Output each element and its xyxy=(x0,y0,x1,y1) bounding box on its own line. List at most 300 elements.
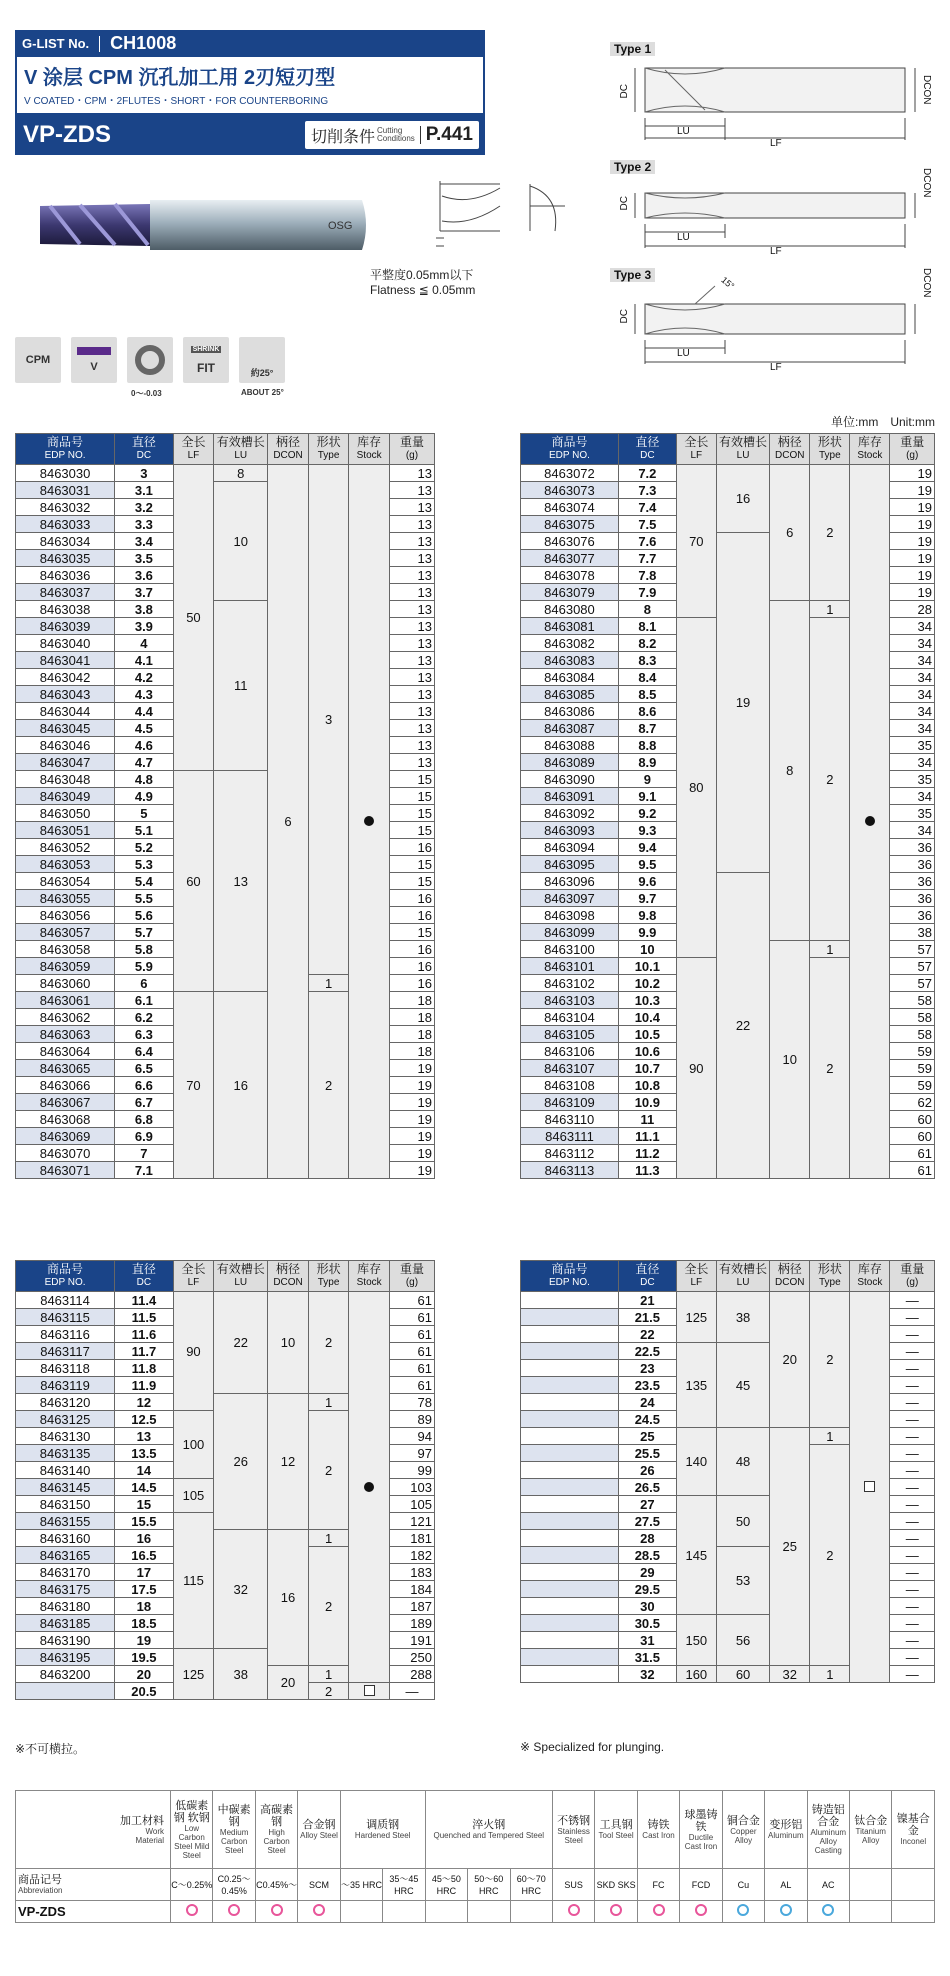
col-header-zh: 有效槽长 xyxy=(216,435,265,449)
edp-number: 8463170 xyxy=(16,1564,115,1581)
edp-number xyxy=(521,1615,619,1632)
edp-number: 8463094 xyxy=(521,839,619,856)
diameter: 6.9 xyxy=(115,1128,174,1145)
weight: 57 xyxy=(890,975,935,992)
lu-cell: 32 xyxy=(214,1530,268,1649)
diameter: 12 xyxy=(115,1394,174,1411)
weight: 181 xyxy=(389,1530,434,1547)
weight: 34 xyxy=(890,703,935,720)
diameter: 11 xyxy=(618,1111,676,1128)
edp-number: 8463200 xyxy=(16,1666,115,1683)
edp-number: 8463088 xyxy=(521,737,619,754)
edp-number: 8463081 xyxy=(521,618,619,635)
cutting-conditions-link[interactable] xyxy=(305,121,479,149)
diameter: 9.4 xyxy=(618,839,676,856)
diameter: 4.9 xyxy=(115,788,174,805)
col-header-zh: 有效槽长 xyxy=(719,1262,768,1276)
edp-number: 8463037 xyxy=(16,584,115,601)
col-header-zh: 全长 xyxy=(181,1262,206,1276)
col-header-zh: 全长 xyxy=(684,1262,709,1276)
diameter: 7.4 xyxy=(618,499,676,516)
edp-number xyxy=(521,1496,619,1513)
weight: 15 xyxy=(389,771,434,788)
dcon-cell: 16 xyxy=(268,1530,309,1666)
dc-label: DC xyxy=(619,84,630,99)
weight: — xyxy=(890,1547,935,1564)
diameter: 30.5 xyxy=(618,1615,676,1632)
col-header-zh: 形状 xyxy=(817,435,842,449)
diameter: 22.5 xyxy=(618,1343,676,1360)
dcon-cell: 20 xyxy=(268,1666,309,1700)
suitability-cell xyxy=(637,1901,679,1923)
col-header-lf xyxy=(676,1261,716,1292)
col-header-zh: 重量 xyxy=(399,435,424,449)
edp-number xyxy=(521,1598,619,1615)
edp-number: 8463056 xyxy=(16,907,115,924)
flatness-diagram xyxy=(430,176,580,266)
dcon-cell: 20 xyxy=(770,1292,810,1428)
suitability-cell xyxy=(340,1901,382,1923)
col-header-en: Stock xyxy=(857,450,883,461)
endmill-photo xyxy=(40,196,370,254)
weight: 18 xyxy=(389,1043,434,1060)
diameter: 20 xyxy=(115,1666,174,1683)
product-header xyxy=(15,30,485,158)
glist-bar xyxy=(15,30,485,57)
title-zh: V 涂层 CPM 沉孔加工用 2刃短刃型 xyxy=(24,67,336,89)
dcon-cell: 12 xyxy=(268,1394,309,1530)
material-zh: 淬火钢 xyxy=(472,1819,506,1831)
weight: 36 xyxy=(890,839,935,856)
recommended-circle-icon xyxy=(610,1904,622,1916)
diameter: 3.5 xyxy=(115,550,174,567)
model-name: VP-ZDS xyxy=(23,121,112,148)
edp-number: 8463101 xyxy=(521,958,619,975)
dcon-label: DCON xyxy=(921,268,932,298)
edp-number: 8463098 xyxy=(521,907,619,924)
weight: 18 xyxy=(389,1026,434,1043)
diameter: 25 xyxy=(618,1428,676,1445)
diameter: 3.8 xyxy=(115,601,174,618)
weight: 61 xyxy=(389,1292,434,1309)
col-header-zh: 形状 xyxy=(316,1262,341,1276)
type-label: Type 3 xyxy=(610,268,655,282)
col-header-type xyxy=(810,434,850,465)
type-cell: 1 xyxy=(308,1530,349,1547)
col-header-en: DCON xyxy=(775,450,805,461)
diameter: 29 xyxy=(618,1564,676,1581)
edp-number: 8463111 xyxy=(521,1128,619,1145)
type1-diagram xyxy=(605,40,950,150)
suitability-cell xyxy=(383,1901,425,1923)
material-sub: 45～50 HRC xyxy=(425,1869,467,1901)
lu-cell: 53 xyxy=(716,1547,769,1615)
edp-number: 8463073 xyxy=(521,482,619,499)
weight: — xyxy=(890,1513,935,1530)
weight: 13 xyxy=(389,550,434,567)
material-sub: C0.25～0.45% xyxy=(213,1869,255,1901)
model-bar xyxy=(15,115,485,155)
edp-number: 8463044 xyxy=(16,703,115,720)
diameter: 5.6 xyxy=(115,907,174,924)
edp-number: 8463064 xyxy=(16,1043,115,1060)
lf-cell: 125 xyxy=(173,1649,214,1700)
col-header-lu xyxy=(716,434,769,465)
weight: 19 xyxy=(389,1111,434,1128)
lu-label: LU xyxy=(677,232,690,243)
col-header-zh: 库存 xyxy=(357,435,382,449)
type-diagrams xyxy=(605,40,950,375)
diameter: 6.6 xyxy=(115,1077,174,1094)
col-header-en: (g) xyxy=(906,450,919,461)
edp-number: 8463075 xyxy=(521,516,619,533)
col-header-en: EDP NO. xyxy=(44,450,86,461)
glist-code: CH1008 xyxy=(110,33,177,53)
weight: 13 xyxy=(389,737,434,754)
diameter: 4.5 xyxy=(115,720,174,737)
col-header-edp xyxy=(16,1261,115,1292)
material-sub: FCD xyxy=(680,1869,722,1901)
diameter: 3.4 xyxy=(115,533,174,550)
weight: 13 xyxy=(389,601,434,618)
diameter: 6.7 xyxy=(115,1094,174,1111)
diameter: 4.3 xyxy=(115,686,174,703)
col-header-dcon xyxy=(770,434,810,465)
lf-cell: 140 xyxy=(676,1428,716,1496)
material-zh: 调质钢 xyxy=(366,1819,400,1831)
material-group xyxy=(680,1791,722,1869)
diameter: 13.5 xyxy=(115,1445,174,1462)
material-zh: 铸造铝合金 xyxy=(811,1804,845,1828)
weight: 105 xyxy=(389,1496,434,1513)
material-group xyxy=(425,1791,552,1869)
diameter: 19 xyxy=(115,1632,174,1649)
abbr-zh: 商品记号 xyxy=(18,1874,62,1886)
diameter: 9.3 xyxy=(618,822,676,839)
dcon-cell: 10 xyxy=(770,941,810,1179)
weight: 19 xyxy=(389,1128,434,1145)
recommended-circle-icon xyxy=(653,1904,665,1916)
weight: 19 xyxy=(890,533,935,550)
lu-cell: 56 xyxy=(716,1615,769,1666)
edp-number: 8463080 xyxy=(521,601,619,618)
weight: 58 xyxy=(890,1026,935,1043)
material-sub: SKD SKS xyxy=(595,1869,637,1901)
weight: 34 xyxy=(890,754,935,771)
col-header-w xyxy=(389,434,434,465)
material-group xyxy=(340,1791,425,1869)
col-header-zh: 形状 xyxy=(316,435,341,449)
edp-number: 8463052 xyxy=(16,839,115,856)
col-header-zh: 全长 xyxy=(181,435,206,449)
edp-number: 8463140 xyxy=(16,1462,115,1479)
col-header-zh: 库存 xyxy=(857,435,882,449)
material-group xyxy=(298,1791,340,1869)
edp-number: 8463060 xyxy=(16,975,115,992)
edp-number xyxy=(521,1632,619,1649)
type-cell: 1 xyxy=(308,1666,349,1683)
weight: 34 xyxy=(890,788,935,805)
weight: 34 xyxy=(890,686,935,703)
material-zh: 铜合金 xyxy=(726,1814,760,1827)
weight: 13 xyxy=(389,703,434,720)
diameter: 6.4 xyxy=(115,1043,174,1060)
weight: 35 xyxy=(890,805,935,822)
dcon-cell: 8 xyxy=(770,601,810,941)
diameter: 26.5 xyxy=(618,1479,676,1496)
weight: 13 xyxy=(389,465,434,482)
material-en: Titanium Alloy xyxy=(855,1826,886,1845)
edp-number: 8463097 xyxy=(521,890,619,907)
v-label: V xyxy=(90,361,98,373)
edp-number: 8463085 xyxy=(521,686,619,703)
edp-number: 8463190 xyxy=(16,1632,115,1649)
dcon-cell: 32 xyxy=(770,1666,810,1683)
diameter: 14 xyxy=(115,1462,174,1479)
edp-number: 8463175 xyxy=(16,1581,115,1598)
unit-label: 单位:mm Unit:mm xyxy=(831,415,935,429)
lf-cell: 70 xyxy=(173,992,214,1179)
weight: 35 xyxy=(890,737,935,754)
edp-number: 8463102 xyxy=(521,975,619,992)
material-group xyxy=(765,1791,807,1869)
weight: — xyxy=(890,1581,935,1598)
weight: 34 xyxy=(890,669,935,686)
lf-cell: 100 xyxy=(173,1411,214,1479)
edp-number: 8463074 xyxy=(521,499,619,516)
suitability-cell xyxy=(298,1901,340,1923)
edp-number xyxy=(521,1428,619,1445)
diameter: 3.9 xyxy=(115,618,174,635)
edp-number: 8463112 xyxy=(521,1145,619,1162)
diameter: 32 xyxy=(618,1666,676,1683)
weight: 61 xyxy=(389,1377,434,1394)
col-header-edp xyxy=(521,434,619,465)
weight: 288 xyxy=(389,1666,434,1683)
col-header-lf xyxy=(173,1261,214,1292)
material-sub: 60～70 HRC xyxy=(510,1869,552,1901)
weight: 187 xyxy=(389,1598,434,1615)
lf-cell: 90 xyxy=(173,1292,214,1411)
edp-number xyxy=(521,1462,619,1479)
about-angle-label: ABOUT 25° xyxy=(241,388,284,397)
edp-number: 8463061 xyxy=(16,992,115,1009)
product-table-4 xyxy=(520,1260,935,1683)
weight: — xyxy=(890,1666,935,1683)
diameter: 27 xyxy=(618,1496,676,1513)
shrink-fit-icon xyxy=(183,337,229,383)
lf-cell: 80 xyxy=(676,618,716,958)
diameter: 9.8 xyxy=(618,907,676,924)
diameter: 9.7 xyxy=(618,890,676,907)
suitability-cell xyxy=(807,1901,849,1923)
col-header-dcon xyxy=(770,1261,810,1292)
stock-cell xyxy=(349,465,390,1179)
edp-number: 8463079 xyxy=(521,584,619,601)
stock-square-icon xyxy=(364,1685,375,1696)
edp-number: 8463032 xyxy=(16,499,115,516)
edp-number xyxy=(521,1326,619,1343)
col-header-zh: 有效槽长 xyxy=(719,435,768,449)
stock-dot-icon xyxy=(364,816,374,826)
edp-number: 8463091 xyxy=(521,788,619,805)
diameter: 10.3 xyxy=(618,992,676,1009)
type-cell: 2 xyxy=(810,618,850,941)
col-header-lf xyxy=(676,434,716,465)
weight: 19 xyxy=(389,1077,434,1094)
dcon-label: DCON xyxy=(921,168,932,198)
table-row xyxy=(521,465,935,482)
edp-number xyxy=(521,1581,619,1598)
weight: 15 xyxy=(389,822,434,839)
edp-number xyxy=(16,1683,115,1700)
weight: 15 xyxy=(389,805,434,822)
diameter: 26 xyxy=(618,1462,676,1479)
edp-number: 8463035 xyxy=(16,550,115,567)
type-cell: 2 xyxy=(308,992,349,1179)
edp-number: 8463045 xyxy=(16,720,115,737)
fit-label: FIT xyxy=(197,360,215,375)
material-sub: SUS xyxy=(552,1869,594,1901)
diameter: 7.7 xyxy=(618,550,676,567)
col-header-zh: 重量 xyxy=(900,435,925,449)
col-header-en: DC xyxy=(640,1277,655,1288)
weight: 184 xyxy=(389,1581,434,1598)
edp-number: 8463096 xyxy=(521,873,619,890)
edp-number: 8463195 xyxy=(16,1649,115,1666)
col-header-stock xyxy=(349,1261,390,1292)
type-cell: 1 xyxy=(810,601,850,618)
diameter: 5.7 xyxy=(115,924,174,941)
edp-number xyxy=(521,1377,619,1394)
diameter: 5.4 xyxy=(115,873,174,890)
edp-number: 8463100 xyxy=(521,941,619,958)
label-en: Work xyxy=(145,1826,164,1836)
weight: 13 xyxy=(389,720,434,737)
diameter: 30 xyxy=(618,1598,676,1615)
col-header-dcon xyxy=(268,1261,309,1292)
diameter: 5.1 xyxy=(115,822,174,839)
material-table xyxy=(15,1790,935,1923)
material-sub: AL xyxy=(765,1869,807,1901)
diameter: 9.5 xyxy=(618,856,676,873)
diameter: 9.6 xyxy=(618,873,676,890)
edp-number: 8463077 xyxy=(521,550,619,567)
diameter: 4.7 xyxy=(115,754,174,771)
stock-cell xyxy=(349,1292,390,1683)
lf-cell: 90 xyxy=(676,958,716,1179)
shank-mark: OSG xyxy=(328,220,353,232)
material-en: Quenched and Tempered Steel xyxy=(433,1831,545,1840)
material-en: High Carbon Steel xyxy=(263,1828,290,1855)
edp-number: 8463057 xyxy=(16,924,115,941)
col-header-en: DC xyxy=(136,1277,152,1288)
diameter: 18.5 xyxy=(115,1615,174,1632)
type-cell: 1 xyxy=(308,1394,349,1411)
material-sub: AC xyxy=(807,1869,849,1901)
material-en: Copper Alloy xyxy=(730,1826,757,1845)
type-cell: 2 xyxy=(810,465,850,601)
material-en: Inconel xyxy=(900,1837,927,1846)
weight: 58 xyxy=(890,1009,935,1026)
edp-number: 8463082 xyxy=(521,635,619,652)
edp-number: 8463083 xyxy=(521,652,619,669)
note-plunging: ※ Specialized for plunging. xyxy=(520,1740,665,1754)
weight: — xyxy=(890,1428,935,1445)
diameter: 7.3 xyxy=(618,482,676,499)
col-header-en: EDP NO. xyxy=(549,1277,590,1288)
material-en: Stainless Steel xyxy=(557,1826,590,1845)
diameter: 8.1 xyxy=(618,618,676,635)
suitability-cell xyxy=(850,1901,892,1923)
col-header-zh: 直径 xyxy=(635,1262,660,1276)
weight: 36 xyxy=(890,856,935,873)
diameter: 7.6 xyxy=(618,533,676,550)
weight: 35 xyxy=(890,771,935,788)
weight: 60 xyxy=(890,1128,935,1145)
lf-label: LF xyxy=(770,138,782,149)
diameter: 3 xyxy=(115,465,174,482)
edp-number: 8463042 xyxy=(16,669,115,686)
edp-number: 8463117 xyxy=(16,1343,115,1360)
weight: — xyxy=(389,1683,434,1700)
edp-number: 8463119 xyxy=(16,1377,115,1394)
material-group xyxy=(255,1791,297,1869)
stock-dot-icon xyxy=(364,1482,374,1492)
material-group xyxy=(850,1791,892,1869)
col-header-lu xyxy=(716,1261,769,1292)
diameter: 10.8 xyxy=(618,1077,676,1094)
col-header-en: Stock xyxy=(356,450,382,461)
col-header-lu xyxy=(214,1261,268,1292)
edp-number: 8463130 xyxy=(16,1428,115,1445)
weight: — xyxy=(890,1598,935,1615)
weight: 250 xyxy=(389,1649,434,1666)
diameter: 10.1 xyxy=(618,958,676,975)
dc-label: DC xyxy=(619,196,630,211)
weight: 36 xyxy=(890,907,935,924)
weight: 62 xyxy=(890,1094,935,1111)
diameter: 3.1 xyxy=(115,482,174,499)
edp-number: 8463046 xyxy=(16,737,115,754)
stock-cell xyxy=(850,465,890,1179)
diameter: 23.5 xyxy=(618,1377,676,1394)
diameter: 7 xyxy=(115,1145,174,1162)
type-cell: 1 xyxy=(308,975,349,992)
weight: — xyxy=(890,1445,935,1462)
diameter: 8.9 xyxy=(618,754,676,771)
col-header-en: Type xyxy=(317,1277,340,1288)
dcon-cell: 25 xyxy=(770,1428,810,1666)
material-zh: 变形铝 xyxy=(769,1819,803,1831)
edp-number: 8463116 xyxy=(16,1326,115,1343)
material-sub: C～0.25% xyxy=(171,1869,213,1901)
suitability-cell xyxy=(765,1901,807,1923)
material-group xyxy=(807,1791,849,1869)
edp-number: 8463135 xyxy=(16,1445,115,1462)
suitability-cell xyxy=(552,1901,594,1923)
weight: 34 xyxy=(890,635,935,652)
type-cell: 2 xyxy=(308,1411,349,1530)
weight: — xyxy=(890,1411,935,1428)
suitability-cell xyxy=(425,1901,467,1923)
col-header-en: (g) xyxy=(405,450,419,461)
edp-number xyxy=(521,1394,619,1411)
diameter: 21 xyxy=(618,1292,676,1309)
col-header-en: DC xyxy=(640,450,655,461)
edp-number: 8463050 xyxy=(16,805,115,822)
material-zh: 铸铁 xyxy=(647,1819,670,1831)
